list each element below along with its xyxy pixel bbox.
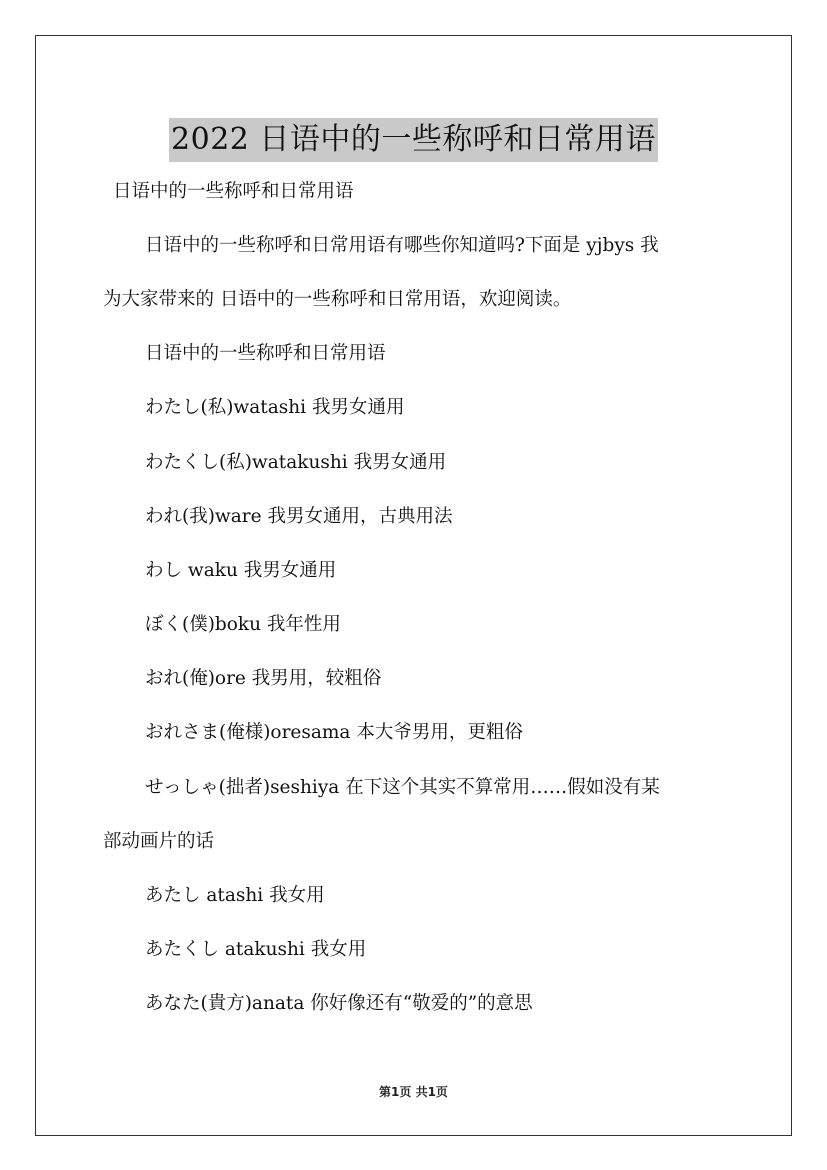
list-item: ぼく(僕)boku 我年性用 (145, 614, 341, 635)
list-item: あたし atashi 我女用 (145, 885, 325, 906)
intro-line-2: 为大家带来的 日语中的一些称呼和日常用语，欢迎阅读。 (103, 289, 572, 310)
list-item: あなた(貴方)anata 你好像还有“敬爱的”的意思 (145, 993, 533, 1014)
list-item: わし waku 我男女通用 (145, 560, 337, 581)
list-item-continuation: 部动画片的话 (103, 831, 215, 852)
subtitle-line: 日语中的一些称呼和日常用语 (113, 181, 354, 202)
list-item: わたくし(私)watakushi 我男女通用 (145, 452, 447, 473)
list-item: おれさま(俺様)oresama 本大爷男用，更粗俗 (145, 722, 523, 743)
section-heading: 日语中的一些称呼和日常用语 (145, 343, 386, 364)
list-item: われ(我)ware 我男女通用，古典用法 (145, 506, 453, 527)
list-item: あたくし atakushi 我女用 (145, 939, 367, 960)
list-item: わたし(私)watashi 我男女通用 (145, 397, 405, 418)
list-item: せっしゃ(拙者)seshiya 在下这个其实不算常用……假如没有某 (145, 777, 660, 798)
list-item: おれ(俺)ore 我男用，较粗俗 (145, 668, 382, 689)
document-title: 2022 日语中的一些称呼和日常用语 (169, 118, 658, 162)
title-block (0, 98, 827, 182)
page-footer: 第1页 共1页 (379, 1085, 448, 1099)
intro-line-1: 日语中的一些称呼和日常用语有哪些你知道吗?下面是 yjbys 我 (145, 235, 659, 256)
